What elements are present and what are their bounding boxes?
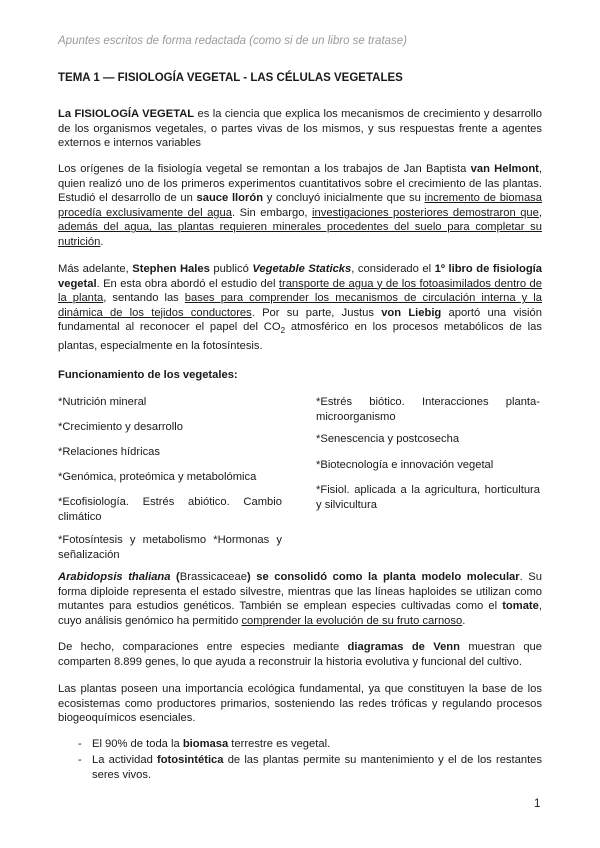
list-item: *Senescencia y postcosecha (316, 433, 460, 445)
term-fotosintetica: fotosintética (156, 754, 224, 766)
underline-biomasa: incremento de biomasa procedía exclusivamente del agua (58, 192, 543, 219)
page-title: TEMA 1 — FISIOLOGÍA VEGETAL - LAS CÉLULAS VEGETALES (58, 72, 403, 84)
list-item: *Nutrición mineral (58, 396, 147, 408)
underline-investigaciones: investigaciones posteriores demostraron que, además del agua, las plantas requieren minerales procedentes del suelo para completar su nutrición (58, 206, 542, 248)
paragraph-venn: De hecho, comparaciones entre especies mediante diagramas de Venn muestran que comparten 8.899 genes, lo que ayuda a reconstruir la historia evolutiva y funcional del cultivo. (58, 641, 542, 668)
paragraph-arabidopsis: Arabidopsis thaliana (Brassicaceae) se consolidó como la planta modelo molecular. Su forma diploide representa el estado silvestre, mientras que las líneas haploides se utilizan como mutantes para estudios genéticos. También se emplean especies cultivadas como el tomate, cuyo análisis genómico ha permitido comprender la evolución de su fruto carnoso. (58, 571, 542, 627)
book-title: Vegetable Staticks (252, 263, 352, 275)
bullet-item: - La actividad fotosintética de las plantas permite su mantenimiento y el de los restantes seres vivos. (78, 754, 542, 781)
list-item: *Genómica, proteómica y metabolómica (58, 471, 257, 483)
term-fisiologia: La FISIOLOGÍA VEGETAL (58, 108, 195, 120)
paragraph-hales: Más adelante, Stephen Hales publicó Vegetable Staticks, considerado el 1º libro de fisiología vegetal. En esta obra abordó el estudio del transporte de agua y de los fotoasimilados dentro de la planta, sentando las bases para comprender los mecanismos de circulación interna y la dinámica de los tejidos conductores. Por su parte, Justus von Liebig aportó una visión fundamental al reconocer el papel del $CO_2$ atmosférico en los procesos metabólicos de las plantas, especialmente en la fotosíntesis. (58, 263, 542, 353)
species-name: Arabidopsis thaliana (58, 571, 171, 583)
term-planta-modelo: planta modelo molecular (382, 571, 520, 583)
list-item: *Fotosíntesis y metabolismo *Hormonas y señalización (58, 534, 282, 561)
name-liebig: von Liebig (381, 306, 442, 319)
paragraph-definition: La FISIOLOGÍA VEGETAL es la ciencia que explica los mecanismos de crecimiento y desarrollo de los organismos vegetales, o partes vivas de los mismos, y sus respuestas frente a agentes externos e internos variables (58, 108, 542, 150)
list-item: *Estrés biótico. Interacciones planta-microorganismo (316, 396, 540, 423)
term-sauce: sauce llorón (196, 192, 264, 205)
term-first-book: 1º libro de fisiología vegetal (58, 263, 542, 290)
list-item: *Crecimiento y desarrollo (58, 421, 183, 433)
page-header: Apuntes escritos de forma redactada (como si de un libro se tratase) (58, 35, 408, 47)
underline-bases: bases para comprender los mecanismos de circulación interna y la dinámica de los tejidos conductores (58, 292, 542, 319)
name-van-helmont: van Helmont (470, 163, 539, 175)
term-venn: diagramas de Venn (347, 641, 460, 653)
term-tomate: tomate (502, 600, 539, 613)
paragraph-origins: Los orígenes de la fisiología vegetal se remontan a los trabajos de Jan Baptista van Helmont, quien realizó uno de los primeros experimentos cuantitativos sobre el crecimiento de las plantas. Estudió el desarrollo de un sauce llorón y concluyó inicialmente que su incremento de biomasa procedía exclusivamente del agua. Sin embargo, investigaciones posteriores demostraron que, además del agua, las plantas requieren minerales procedentes del suelo para completar su nutrición. (58, 163, 543, 248)
page-number: 1 (534, 798, 541, 810)
underline-fruto: comprender la evolución de su fruto carnoso (241, 614, 463, 627)
list-item: *Ecofisiología. Estrés abiótico. Cambio climático (58, 496, 282, 523)
underline-transporte: transporte de agua y de los fotoasimilados dentro de la planta (58, 277, 542, 305)
name-hales: Stephen Hales (132, 263, 210, 275)
subtitle-funcionamiento: Funcionamiento de los vegetales: (58, 369, 238, 381)
paragraph-ecologia: Las plantas poseen una importancia ecológica fundamental, ya que constituyen la base de los ecosistemas como productores primarios, sosteniendo las redes tróficas y regulando procesos biogeoquímicos esenciales. (58, 683, 542, 725)
bullet-item: - El 90% de toda la biomasa terrestre es vegetal. (78, 738, 331, 750)
list-item: *Fisiol. aplicada a la agricultura, horticultura y silvicultura (316, 484, 540, 511)
term-biomasa: biomasa (182, 738, 229, 750)
list-item: *Relaciones hídricas (58, 446, 160, 458)
list-item: *Biotecnología e innovación vegetal (316, 459, 494, 471)
